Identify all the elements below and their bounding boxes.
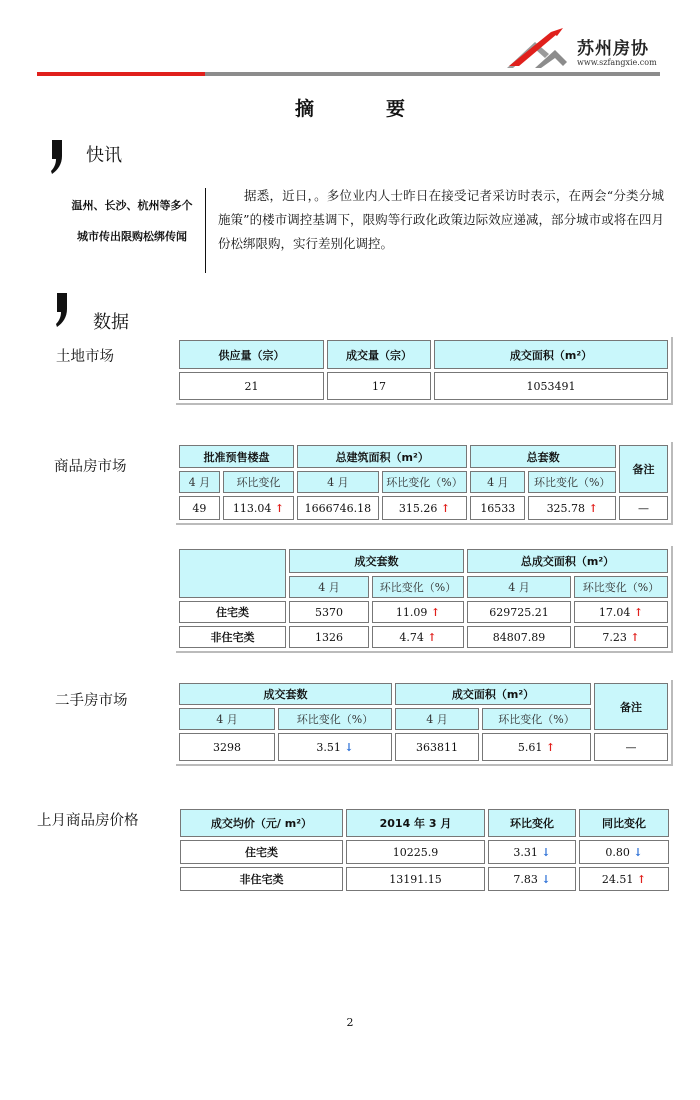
- deal-cell-change: [372, 626, 464, 648]
- resale-sub-month: 4 月: [395, 708, 479, 730]
- new-home-header-presale: 批准预售楼盘: [179, 445, 294, 468]
- new-home-sub-month: 4 月: [297, 471, 379, 493]
- deal-cell-change: [574, 601, 668, 623]
- resale-value-area: 363811: [395, 733, 479, 761]
- resale-header-area: 成交面积（m²）: [395, 683, 591, 705]
- land-header-deals: 成交量（宗）: [327, 340, 431, 369]
- resale-table: [176, 680, 673, 766]
- land-value-supply: 21: [179, 372, 324, 400]
- new-home-sub-month: 4 月: [179, 471, 220, 493]
- new-home-value-units-change: [528, 496, 616, 520]
- arrow-up-icon: ↑: [633, 605, 644, 619]
- new-home-header-units: 总套数: [470, 445, 616, 468]
- new-home-sub-month: 4 月: [470, 471, 525, 493]
- arrow-down-icon: ↓: [344, 740, 354, 754]
- value-text: 325.78: [546, 501, 586, 515]
- new-home-header-remark: 备注: [619, 445, 668, 493]
- price-cell-change: [579, 867, 669, 891]
- new-home-value-presale: 49: [179, 496, 220, 520]
- land-value-deals: 17: [327, 372, 431, 400]
- arrow-up-icon: ↑: [274, 501, 285, 515]
- price-header-yoy: 同比变化: [579, 809, 669, 837]
- price-header-avg: 成交均价（元/ m²）: [180, 809, 343, 837]
- header-divider-gray: [205, 72, 660, 76]
- price-row-label: 非住宅类: [180, 867, 343, 891]
- deal-header-area: 总成交面积（m²）: [467, 549, 668, 573]
- price-cell: 13191.15: [346, 867, 485, 891]
- arrow-up-icon: ↑: [588, 501, 598, 515]
- deal-sub-change: 环比变化（%）: [574, 576, 668, 598]
- deal-cell-change: [574, 626, 668, 648]
- arrow-down-icon: ↓: [541, 872, 551, 886]
- label-new-home-market: 商品房市场: [54, 459, 127, 475]
- deal-sub-month: 4 月: [467, 576, 571, 598]
- header-divider: [37, 72, 660, 76]
- price-row-label: 住宅类: [180, 840, 343, 864]
- label-land-market: 土地市场: [56, 349, 114, 365]
- section-title-news: 快讯: [86, 145, 122, 166]
- arrow-up-icon: ↑: [545, 740, 556, 754]
- arrow-up-icon: ↑: [630, 630, 640, 644]
- value-text: 5.61: [517, 740, 543, 754]
- news-headline: 温州、长沙、杭州等多个城市传出限购松绑传闻: [71, 199, 193, 243]
- value-text: 3.31: [513, 845, 538, 859]
- price-table: [177, 806, 672, 894]
- deal-cell-change: [372, 601, 464, 623]
- price-header-mom: 环比变化: [488, 809, 576, 837]
- land-value-area: 1053491: [434, 372, 668, 400]
- value-text: 11.09: [395, 605, 428, 619]
- value-text: 315.26: [398, 501, 438, 515]
- label-resale-market: 二手房市场: [55, 693, 128, 709]
- arrow-down-icon: ↓: [633, 845, 643, 859]
- price-cell-change: [488, 840, 576, 864]
- value-text: 7.23: [602, 630, 627, 644]
- value-text: 7.83: [513, 872, 538, 886]
- new-home-header-area: 总建筑面积（m²）: [297, 445, 467, 468]
- new-home-value-area: 1666746.18: [297, 496, 379, 520]
- deal-header-units: 成交套数: [289, 549, 464, 573]
- news-body: 据悉，近日，。多位业内人士昨日在接受记者采访时表示，在两会“分类分城施策”的楼市调控基调下，限购等行政化政策边际效应递减，部分城市或将在四月份松绑限购，实行差别化调控。: [218, 188, 664, 251]
- new-home-sub-change: 环比变化（%）: [528, 471, 616, 493]
- deal-sub-change: 环比变化（%）: [372, 576, 464, 598]
- resale-sub-month: 4 月: [179, 708, 275, 730]
- value-text: 3.51: [316, 740, 341, 754]
- arrow-up-icon: ↑: [440, 501, 451, 515]
- deal-header-corner: [179, 549, 286, 598]
- roof-pen-logo-icon: [505, 28, 573, 72]
- value-text: 17.04: [598, 605, 631, 619]
- news-divider: [205, 188, 206, 273]
- section-comma-icon: [50, 140, 64, 174]
- arrow-down-icon: ↓: [541, 845, 551, 859]
- value-text: 4.74: [399, 630, 424, 644]
- deal-cell: 1326: [289, 626, 369, 648]
- brand-url: www.szfangxie.com: [577, 58, 657, 67]
- page-number: 2: [346, 1016, 354, 1029]
- arrow-up-icon: ↑: [427, 630, 437, 644]
- deal-cell: 84807.89: [467, 626, 571, 648]
- deal-row-label: 非住宅类: [179, 626, 286, 648]
- header-divider-red: [37, 72, 205, 76]
- resale-sub-change: 环比变化（%）: [278, 708, 392, 730]
- resale-value-remark: —: [594, 733, 668, 761]
- price-cell: 10225.9: [346, 840, 485, 864]
- value-text: 113.04: [232, 501, 272, 515]
- resale-value-units-change: [278, 733, 392, 761]
- deal-cell: 5370: [289, 601, 369, 623]
- resale-header-remark: 备注: [594, 683, 668, 730]
- section-comma-icon: [55, 293, 69, 327]
- land-header-supply: 供应量（宗）: [179, 340, 324, 369]
- arrow-up-icon: ↑: [636, 872, 647, 886]
- resale-header-units: 成交套数: [179, 683, 392, 705]
- resale-value-units: 3298: [179, 733, 275, 761]
- price-header-month: 2014 年 3 月: [346, 809, 485, 837]
- new-home-sub-change: 环比变化（%）: [382, 471, 468, 493]
- land-market-table: [176, 337, 673, 405]
- deal-cell: 629725.21: [467, 601, 571, 623]
- new-home-value-presale-change: [223, 496, 294, 520]
- new-home-value-area-change: [382, 496, 468, 520]
- price-cell-change: [488, 867, 576, 891]
- brand-logo: [505, 28, 665, 72]
- value-text: 0.80: [605, 845, 630, 859]
- new-home-table: [176, 442, 673, 525]
- label-last-month-price: 上月商品房价格: [37, 813, 139, 829]
- price-cell-change: [579, 840, 669, 864]
- resale-value-area-change: [482, 733, 591, 761]
- brand-name: 苏州房协: [577, 39, 649, 59]
- new-home-deal-table: [176, 546, 673, 653]
- section-title-data: 数据: [93, 312, 129, 333]
- deal-sub-month: 4 月: [289, 576, 369, 598]
- new-home-value-remark: —: [619, 496, 668, 520]
- deal-row-label: 住宅类: [179, 601, 286, 623]
- page-title-right: 要: [386, 98, 406, 120]
- value-text: 24.51: [601, 872, 634, 886]
- new-home-value-units: 16533: [470, 496, 525, 520]
- new-home-sub-change: 环比变化: [223, 471, 294, 493]
- page-title-left: 摘: [294, 98, 314, 120]
- land-header-area: 成交面积（m²）: [434, 340, 668, 369]
- arrow-up-icon: ↑: [430, 605, 441, 619]
- page-title: [0, 94, 700, 121]
- resale-sub-change: 环比变化（%）: [482, 708, 591, 730]
